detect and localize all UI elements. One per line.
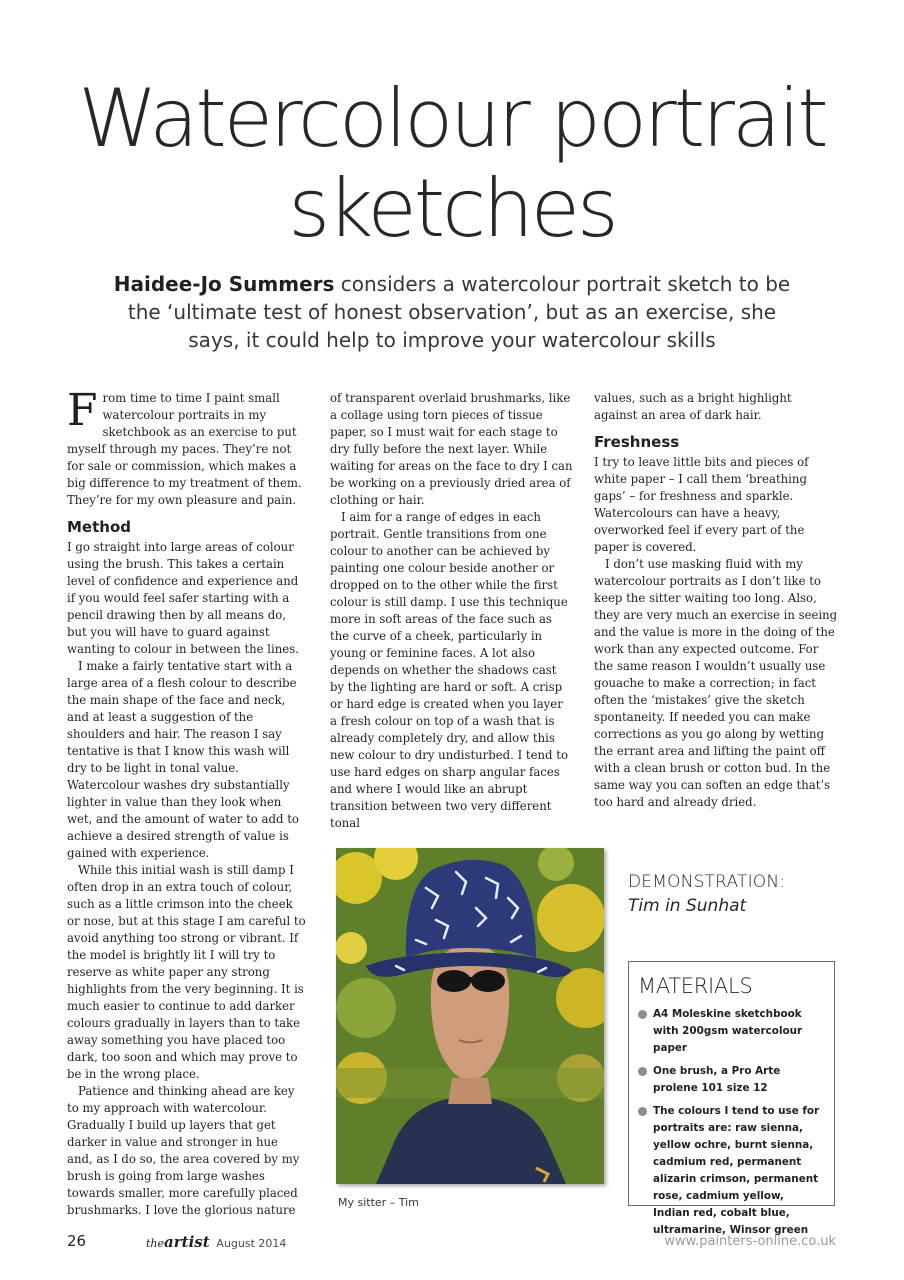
materials-item-text: A4 Moleskine sketchbook with 200gsm watercolour paper <box>653 1008 803 1054</box>
materials-box <box>628 961 835 1236</box>
materials-item <box>638 1103 824 1239</box>
issue-date: August 2014 <box>216 1237 287 1250</box>
article-title <box>0 74 904 254</box>
title-line-2: sketches <box>288 162 616 255</box>
column-1 <box>67 385 307 1219</box>
magazine-logo-name: artist <box>164 1233 210 1251</box>
bullet-icon <box>638 1107 647 1116</box>
materials-item-text: The colours I tend to use for portraits are: raw sienna, yellow ochre, burnt sienna, cadmium red, permanent alizarin crimson, permanent rose, cadmium yellow, Indian red, cobalt blue, ultramarine, Winsor green <box>653 1105 820 1236</box>
paragraph: I go straight into large areas of colour using the brush. This takes a certain level of confidence and experience and if you would feel safer starting with a pencil drawing then by all means do, but you will have to guard against wanting to colour in between the lines. <box>67 540 299 656</box>
paragraph: Patience and thinking ahead are key to my approach with watercolour. Gradually I build up layers that get darker in value and stronger in hue and, as I do so, the area covered by my brush is going from large washes towards smaller, more carefully placed brushmarks. I love the glorious nature <box>67 1084 300 1217</box>
photo-caption: My sitter – Tim <box>338 1196 419 1209</box>
paragraph: values, such as a bright highlight against an area of dark hair. <box>594 391 792 422</box>
heading-method: Method <box>67 518 131 536</box>
demonstration-block <box>628 870 848 918</box>
magazine-logo <box>146 1233 210 1251</box>
standfirst-text: considers a watercolour portrait sketch to be the ‘ultimate test of honest observation’, but as an exercise, she says, it could help to improve your watercolour skills <box>127 272 791 352</box>
page-number: 26 <box>67 1232 87 1250</box>
standfirst <box>110 270 794 354</box>
intro-paragraph <box>67 385 307 509</box>
paragraph: of transparent overlaid brushmarks, like a collage using torn pieces of tissue paper, so I must wait for each stage to dry fully before the next layer. While waiting for areas on the face to dry I can be working on a previously dried area of clothing or hair. <box>330 391 573 507</box>
paragraph: I make a fairly tentative start with a large area of a flesh colour to describe the main shape of the face and neck, and at least a suggestion of the shoulders and hair. The reason I say tentative is that I know this wash will dry to be light in tonal value. Watercolour washes dry substantially lighter in value than they look when wet, and the amount of water to add to achieve a desired strength of value is gained with experience. <box>67 659 299 860</box>
demonstration-label: DEMONSTRATION: <box>628 872 786 892</box>
materials-list <box>638 1006 824 1239</box>
website-link[interactable]: www.painters-online.co.uk <box>664 1234 836 1249</box>
column-3 <box>594 390 838 811</box>
bullet-icon <box>638 1010 647 1019</box>
paragraph: While this initial wash is still damp I often drop in an extra touch of colour, such as a little crimson into the cheek or nose, but at this stage I am careful to avoid anything too strong or vibrant. If the model is brightly lit I will try to reserve as white paper any strong highlights from the very beginning. It is much easier to continue to add darker colours gradually in layers than to take away something you have placed too dark, too soon and which may prove to be in the wrong place. <box>67 863 306 1081</box>
magazine-logo-prefix: the <box>146 1237 165 1250</box>
author-name: Haidee-Jo Summers <box>113 272 335 296</box>
heading-freshness: Freshness <box>594 433 680 451</box>
paragraph: I don’t use masking fluid with my watercolour portraits as I don’t like to keep the sitter waiting too long. Also, they are very much an exercise in seeing and the value is more in the doing of the work than any expected outcome. For the same reason I wouldn’t usually use gouache to make a correction; in fact often the ‘mistakes’ give the sketch spontaneity. If needed you can make corrections as you go along by wetting the errant area and lifting the paint off with a clean brush or cotton bud. In the same way you can soften an edge that’s too hard and already dried. <box>594 557 838 809</box>
drop-cap: F <box>67 385 98 436</box>
demonstration-title: Tim in Sunhat <box>628 896 747 916</box>
paragraph: I aim for a range of edges in each portrait. Gentle transitions from one colour to another can be achieved by painting one colour beside another or dropped on to the other while the first colour is still damp. I use this technique more in soft areas of the face such as the curve of a cheek, particularly in young or feminine faces. A lot also depends on whether the shadows cast by the lighting are hard or soft. A crisp or hard edge is created when you layer a fresh colour on top of a wash that is already completely dry, and allow this new colour to dry undisturbed. I tend to use hard edges on sharp angular faces and where I would like an abrupt transition between two very different tonal <box>330 510 568 830</box>
sitter-photo <box>336 848 604 1184</box>
sitter-photo-illustration <box>336 848 604 1184</box>
intro-text: rom time to time I paint small watercolour portraits in my sketchbook as an exercise to put myself through my paces. They’re not for sale or commission, which makes a big difference to my treatment of them. They’re for my own pleasure and pain. <box>67 391 302 507</box>
title-line-1: Watercolour portrait <box>78 72 826 165</box>
magazine-masthead <box>146 1233 286 1251</box>
materials-heading: MATERIALS <box>638 974 753 998</box>
paragraph: I try to leave little bits and pieces of white paper – I call them ‘breathing gaps’ – for freshness and sparkle. Watercolours can have a heavy, overworked feel if every part of the paper is covered. <box>594 455 809 554</box>
column-2 <box>330 390 573 832</box>
materials-item <box>638 1006 824 1057</box>
bullet-icon <box>638 1067 647 1076</box>
materials-item-text: One brush, a Pro Arte prolene 101 size 12 <box>653 1065 781 1094</box>
materials-item <box>638 1063 824 1097</box>
